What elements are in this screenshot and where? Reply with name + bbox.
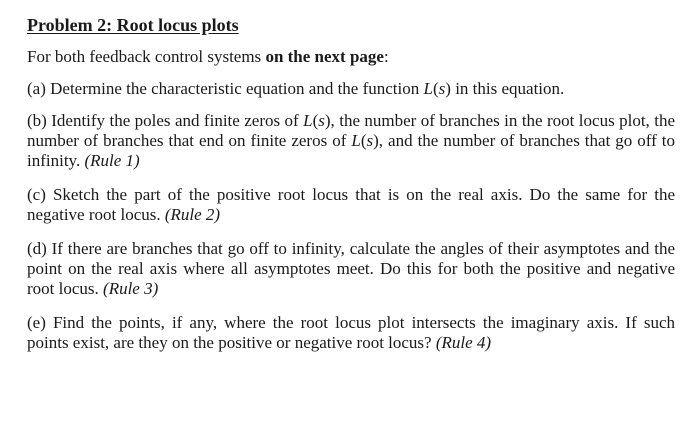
intro-paragraph	[27, 47, 675, 67]
item-a-paren-close: )	[445, 79, 451, 98]
problem-title: Problem 2: Root locus plots	[27, 15, 239, 35]
item-a-s: s	[438, 79, 446, 98]
item-a-paren-open: (	[432, 79, 439, 98]
item-b-paren-3: (	[360, 131, 367, 150]
item-d-rule: (Rule 3)	[103, 279, 159, 298]
intro-emphasis: on the next page	[265, 47, 384, 66]
problem-document	[27, 14, 675, 364]
item-b-L2: L	[351, 131, 361, 150]
item-b-text-3: , and the number of branches that go off to infinity.	[27, 131, 675, 170]
item-a-L: L	[423, 79, 433, 98]
item-c-text: (c) Sketch the part of the positive root locus that is on the real axis. Do the same for the negative root locus.	[27, 185, 675, 224]
item-a-text-1: (a) Determine the characteristic equation and the function	[27, 79, 424, 98]
intro-colon: :	[383, 47, 389, 66]
item-b	[27, 111, 675, 171]
intro-text: For both feedback control systems	[27, 47, 266, 66]
item-a	[27, 79, 675, 99]
item-b-paren-1: (	[312, 111, 319, 130]
item-c-rule: (Rule 2)	[164, 205, 221, 224]
item-c	[27, 185, 675, 225]
item-a-text-2: in this equation.	[450, 79, 565, 98]
item-b-text-2: , the number of branches in the root locus plot, the number of branches that end on finite zeros of	[27, 111, 675, 150]
item-e-rule: (Rule 4)	[435, 333, 492, 352]
item-b-s1: s	[318, 111, 325, 130]
item-e-text: (e) Find the points, if any, where the root locus plot intersects the imaginary axis. If such points exist, are they on the positive or negative root locus?	[27, 313, 675, 352]
item-b-text-1: (b) Identify the poles and finite zeros of	[27, 111, 304, 130]
item-b-paren-4: )	[373, 131, 379, 150]
item-d	[27, 239, 675, 299]
item-b-rule: (Rule 1)	[84, 151, 140, 170]
item-b-s2: s	[366, 131, 374, 150]
item-e	[27, 313, 675, 353]
item-d-text: (d) If there are branches that go off to infinity, calculate the angles of their asymptotes and the point on the real axis where all asymptotes meet. Do this for both the positive and negative root locus.	[27, 239, 675, 298]
item-b-paren-2: )	[324, 111, 331, 130]
item-b-L1: L	[303, 111, 313, 130]
